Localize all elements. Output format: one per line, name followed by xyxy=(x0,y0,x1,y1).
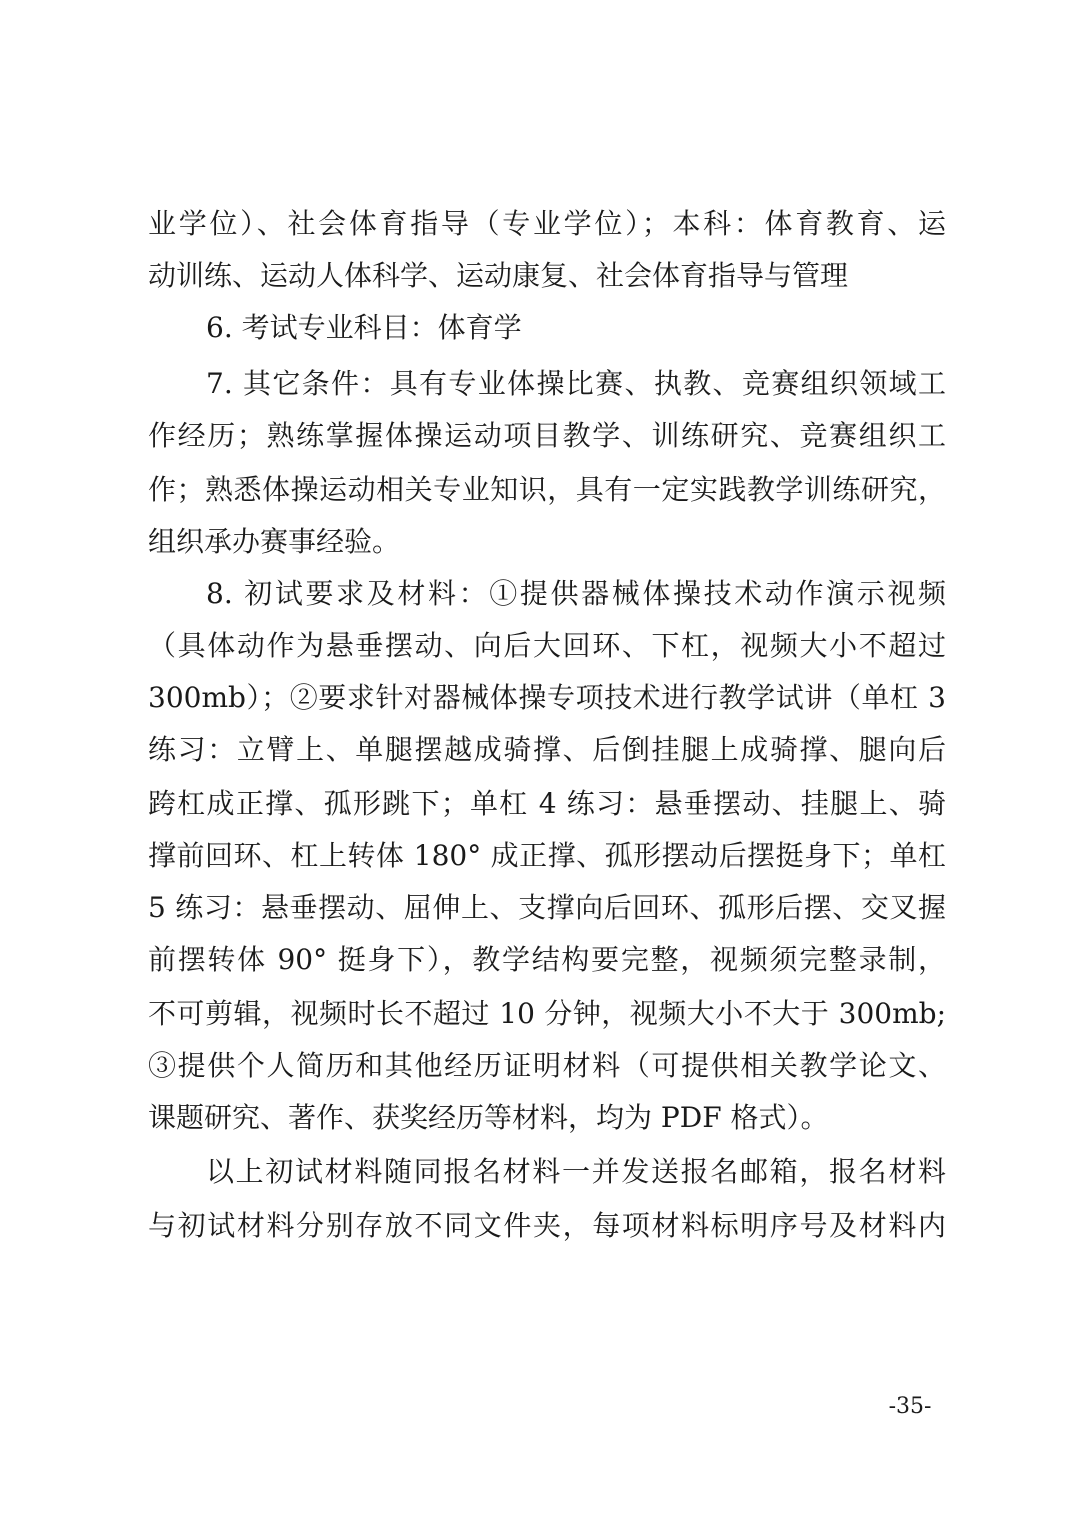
body-line: ③提供个人简历和其他经历证明材料（可提供相关教学论文、 xyxy=(148,1049,946,1082)
page-number: -35- xyxy=(888,1394,932,1419)
body-line: 6. 考试专业科目：体育学 xyxy=(206,311,522,344)
body-line: 撑前回环、杠上转体 180° 成正撑、孤形摆动后摆挺身下；单杠 xyxy=(148,839,946,872)
body-line: 以上初试材料随同报名材料一并发送报名邮箱，报名材料 xyxy=(206,1155,946,1188)
body-line: 7. 其它条件：具有专业体操比赛、执教、竞赛组织领域工 xyxy=(206,367,946,400)
body-line: （具体动作为悬垂摆动、向后大回环、下杠，视频大小不超过 xyxy=(148,629,946,662)
body-line: 跨杠成正撑、孤形跳下；单杠 4 练习：悬垂摆动、挂腿上、骑 xyxy=(148,787,946,820)
body-line: 5 练习：悬垂摆动、屈伸上、支撑向后回环、孤形后摆、交叉握 xyxy=(148,891,946,924)
body-line: 8. 初试要求及材料：①提供器械体操技术动作演示视频 xyxy=(206,577,946,610)
body-line: 组织承办赛事经验。 xyxy=(148,525,401,558)
body-line: 动训练、运动人体科学、运动康复、社会体育指导与管理 xyxy=(148,259,849,292)
body-line: 前摆转体 90° 挺身下），教学结构要完整，视频须完整录制， xyxy=(148,943,946,976)
body-line: 与初试材料分别存放不同文件夹，每项材料标明序号及材料内 xyxy=(148,1209,946,1242)
body-line: 课题研究、著作、获奖经历等材料，均为 PDF 格式）。 xyxy=(148,1101,829,1134)
body-line: 作经历；熟练掌握体操运动项目教学、训练研究、竞赛组织工 xyxy=(148,419,946,452)
body-line: 练习：立臂上、单腿摆越成骑撑、后倒挂腿上成骑撑、腿向后 xyxy=(148,733,946,766)
body-line: 300mb）；②要求针对器械体操专项技术进行教学试讲（单杠 3 xyxy=(148,681,946,714)
body-line: 作；熟悉体操运动相关专业知识，具有一定实践教学训练研究， xyxy=(148,473,946,506)
body-line: 业学位）、社会体育指导（专业学位）；本科：体育教育、运 xyxy=(148,207,946,240)
body-line: 不可剪辑，视频时长不超过 10 分钟，视频大小不大于 300mb; xyxy=(148,997,946,1030)
